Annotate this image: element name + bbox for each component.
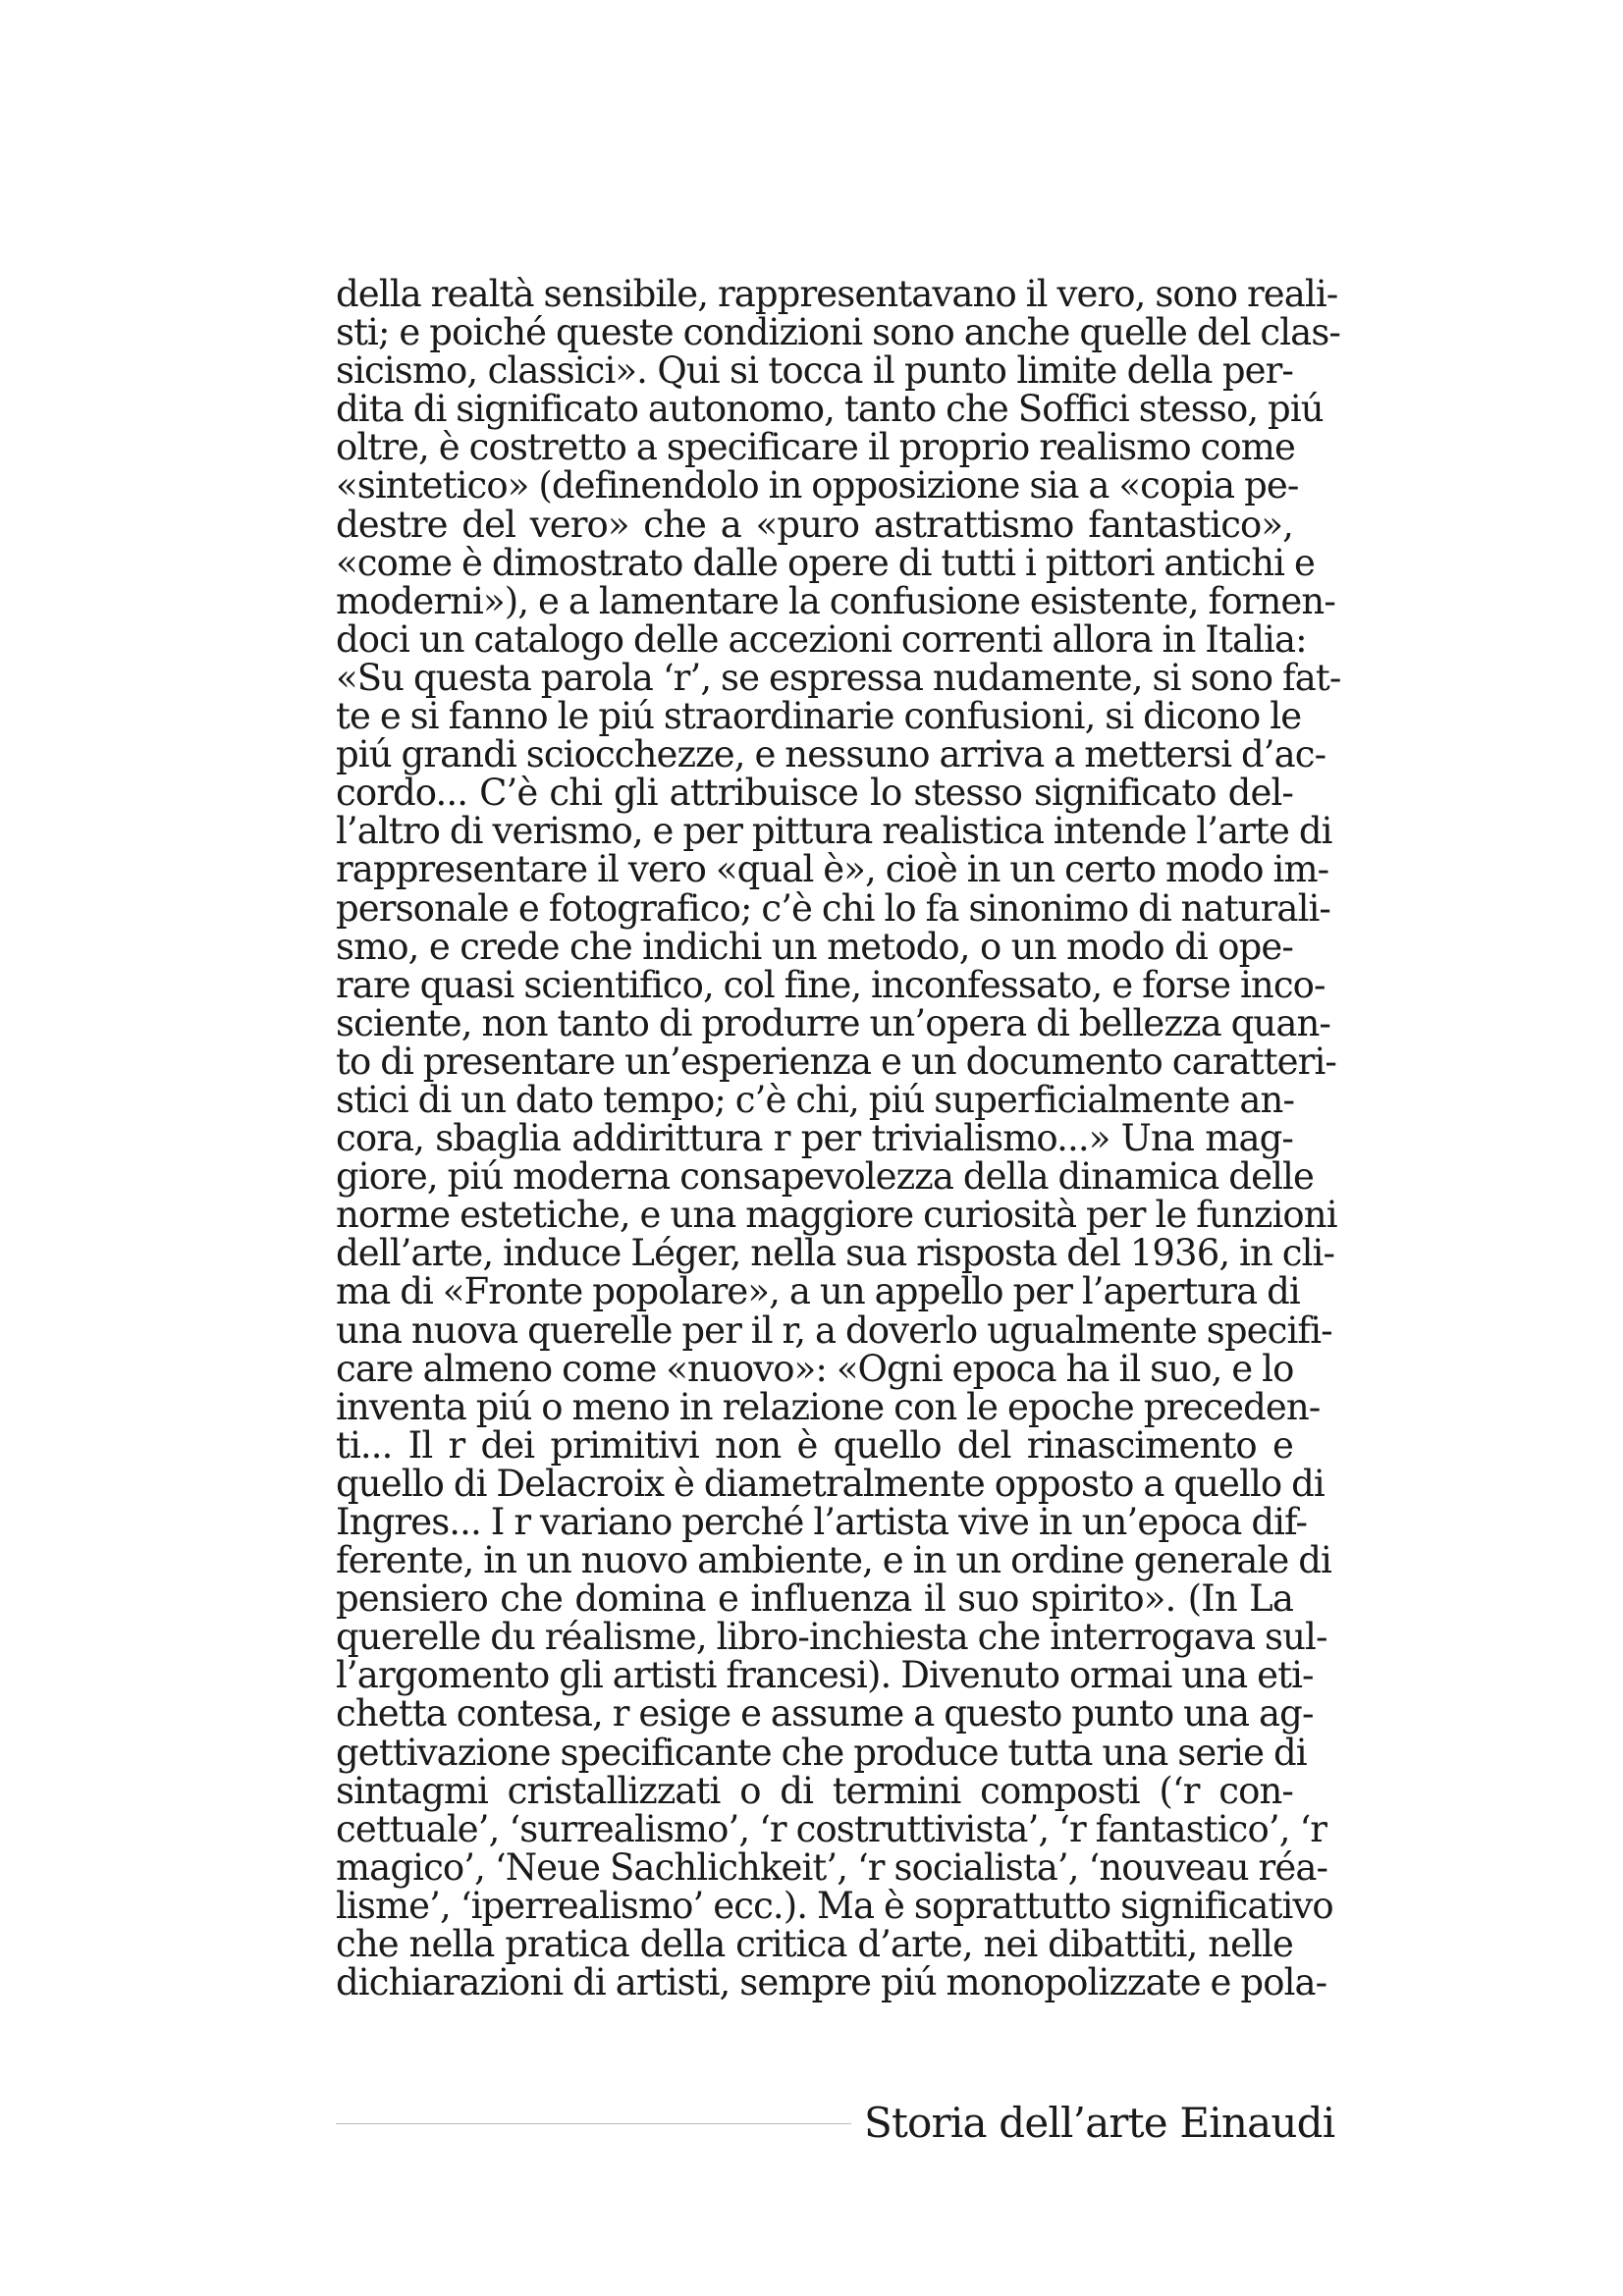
text-line: sti; e poiché queste condizioni sono anche quelle del clas-	[336, 311, 1341, 354]
text-line: magico’, ‘Neue Sachlichkeit’, ‘r socialista’, ‘nouveau réa-	[336, 1845, 1328, 1889]
text-line: ferente, in un nuovo ambiente, e in un ordine generale di	[336, 1539, 1331, 1582]
text-line: l’argomento gli artisti francesi). Divenuto ormai una eti-	[336, 1654, 1314, 1697]
text-line: ma di «Fronte popolare», a un appello per l’apertura di	[336, 1270, 1300, 1313]
text-line: «Su questa parola ‘r’, se espressa nudamente, si sono fat-	[336, 656, 1341, 699]
text-line: cora, sbaglia addirittura r per trivialismo...» Una mag-	[336, 1117, 1293, 1160]
text-line: moderni»), e a lamentare la confusione esistente, fornen-	[336, 579, 1335, 622]
text-line: dichiarazioni di artisti, sempre piú monopolizzate e pola-	[336, 1961, 1327, 2004]
text-line: l’altro di verismo, e per pittura realistica intende l’arte di	[336, 810, 1332, 853]
text-line: to di presentare un’esperienza e un documento caratteri-	[336, 1040, 1336, 1083]
text-line: smo, e crede che indichi un metodo, o un modo di ope-	[336, 925, 1293, 968]
text-line: rare quasi scientifico, col fine, inconfessato, e forse inco-	[336, 963, 1325, 1006]
text-line: doci un catalogo delle accezioni correnti allora in Italia:	[336, 617, 1307, 661]
footer-rule	[336, 2123, 851, 2124]
text-line: sciente, non tanto di produrre un’opera di bellezza quan-	[336, 1001, 1331, 1044]
text-line: lisme’, ‘iperrealismo’ ecc.). Ma è soprattutto significativo	[336, 1884, 1333, 1927]
text-line: cettuale’, ‘surrealismo’, ‘r costruttivista’, ‘r fantastico’, ‘r	[336, 1807, 1327, 1850]
text-line: pensiero che domina e influenza il suo spirito». (In La	[336, 1577, 1293, 1621]
text-line: chetta contesa, r esige e assume a questo punto una ag-	[336, 1692, 1314, 1735]
text-line: giore, piú moderna consapevolezza della dinamica delle	[336, 1155, 1314, 1199]
text-line: sicismo, classici». Qui si tocca il punto limite della per-	[336, 349, 1293, 393]
text-line: dita di significato autonomo, tanto che Soffici stesso, piú	[336, 388, 1324, 431]
text-line: stici di un dato tempo; c’è chi, piú superficialmente an-	[336, 1078, 1295, 1121]
text-line: dell’arte, induce Léger, nella sua risposta del 1936, in cli-	[336, 1232, 1335, 1275]
text-line: ti... Il r dei primitivi non è quello del rinascimento e	[336, 1423, 1293, 1467]
text-line: «sintetico» (definendolo in opposizione sia a «copia pe-	[336, 464, 1299, 507]
text-line: personale e fotografico; c’è chi lo fa sinonimo di naturali-	[336, 886, 1331, 930]
text-line: che nella pratica della critica d’arte, nei dibattiti, nelle	[336, 1923, 1293, 1966]
text-line: Ingres... I r variano perché l’artista vive in un’epoca dif-	[336, 1501, 1308, 1543]
text-line: norme estetiche, e una maggiore curiosità per le funzioni	[336, 1194, 1337, 1237]
text-line: te e si fanno le piú straordinarie confusioni, si dicono le	[336, 695, 1302, 738]
text-line: sintagmi cristallizzati o di termini composti (‘r con-	[336, 1769, 1293, 1812]
text-line: della realtà sensibile, rappresentavano il vero, sono reali-	[336, 273, 1338, 315]
text-line: una nuova querelle per il r, a doverlo ugualmente specifi-	[336, 1308, 1332, 1352]
text-line: querelle du réalisme, libro-inchiesta che interrogava sul-	[336, 1616, 1327, 1659]
text-line: care almeno come «nuovo»: «Ogni epoca ha il suo, e lo	[336, 1347, 1294, 1390]
text-line: cordo... C’è chi gli attribuisce lo stesso significato del-	[336, 772, 1293, 815]
text-line: piú grandi sciocchezze, e nessuno arriva a mettersi d’ac-	[336, 733, 1326, 776]
text-line: destre del vero» che a «puro astrattismo fantastico»,	[336, 503, 1293, 546]
text-line: rappresentare il vero «qual è», cioè in un certo modo im-	[336, 848, 1329, 891]
footer-title: Storia dell’arte Einaudi	[864, 2099, 1335, 2147]
text-line: inventa piú o meno in relazione con le epoche preceden-	[336, 1385, 1321, 1428]
text-line: «come è dimostrato dalle opere di tutti i pittori antichi e	[336, 541, 1315, 584]
body-text	[336, 273, 1341, 2004]
text-line: gettivazione specificante che produce tutta una serie di	[336, 1731, 1307, 1774]
text-line: quello di Delacroix è diametralmente opposto a quello di	[336, 1462, 1325, 1505]
text-line: oltre, è costretto a specificare il proprio realismo come	[336, 426, 1295, 469]
